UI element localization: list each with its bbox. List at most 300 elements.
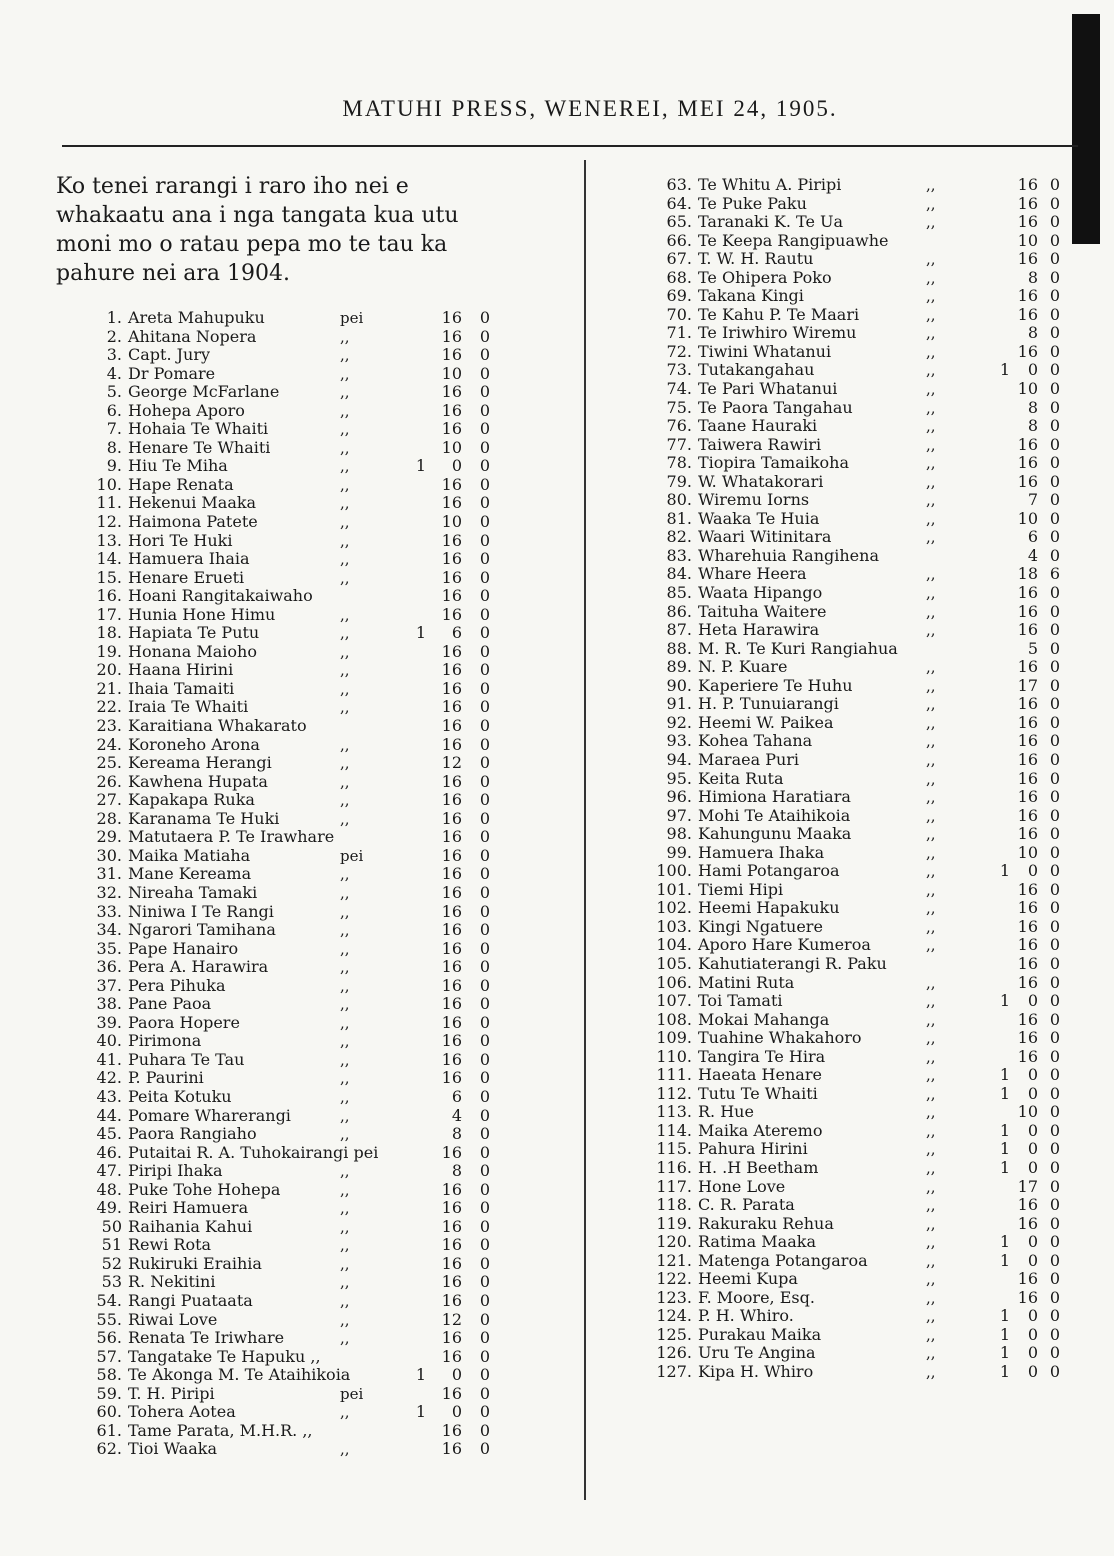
subscriber-name: Te Puke Paku (698, 193, 807, 213)
entry-number: 80. (666, 490, 692, 510)
amount-pence: 0 (1049, 731, 1060, 751)
amount-shillings: 18 (1017, 564, 1038, 584)
subscriber-name: Heta Harawira (698, 620, 820, 640)
subscriber-name: Pirimona (128, 1031, 202, 1051)
entry-number: 49. (96, 1198, 122, 1218)
amount-pence: 0 (1049, 1269, 1060, 1289)
list-item (78, 587, 498, 606)
list-item (648, 1178, 1068, 1197)
list-item (648, 1363, 1068, 1382)
ditto-mark: ,, (926, 1047, 936, 1066)
subscriber-name: Kingi Ngatuere (698, 916, 823, 936)
list-item (78, 1088, 498, 1107)
subscriber-name: Heemi Kupa (698, 1269, 798, 1289)
list-item (648, 1252, 1068, 1271)
entry-number: 42. (96, 1068, 122, 1088)
subscriber-name: C. R. Parata (698, 1195, 795, 1215)
subscriber-name: Karaitiana Whakarato (128, 716, 307, 736)
amount-pence: 0 (1049, 768, 1060, 788)
amount-pence: 0 (479, 1253, 490, 1273)
amount-pence: 0 (479, 456, 490, 476)
ditto-mark: ,, (926, 491, 936, 510)
amount-shillings: 16 (1017, 953, 1038, 973)
entry-number: 124. (656, 1306, 692, 1326)
ditto-mark: ,, (926, 1121, 936, 1140)
amount-shillings: 16 (441, 938, 462, 958)
entry-number: 96. (666, 787, 692, 807)
amount-pounds: 1 (999, 1139, 1010, 1159)
list-item (78, 717, 498, 736)
ditto-mark: ,, (926, 1177, 936, 1196)
entry-number: 63. (666, 175, 692, 194)
ditto-mark: ,, (340, 679, 350, 698)
entry-number: 10. (96, 474, 122, 494)
subscriber-name: Te Pari Whatanui (698, 379, 838, 399)
amount-shillings: 16 (1017, 694, 1038, 714)
entry-number: 73. (666, 360, 692, 380)
ditto-mark: ,, (926, 528, 936, 547)
list-item (78, 940, 498, 959)
list-item (78, 1255, 498, 1274)
amount-pence: 0 (479, 882, 490, 902)
amount-shillings: 6 (451, 623, 462, 643)
amount-shillings: 16 (1017, 749, 1038, 769)
subscriber-name: Renata Te Iriwhare (128, 1328, 285, 1348)
subscriber-name: Kohea Tahana (698, 731, 813, 751)
entry-number: 83. (666, 545, 692, 565)
ditto-mark: ,, (926, 1251, 936, 1270)
list-item (78, 1385, 498, 1404)
entry-number: 35. (96, 938, 122, 958)
entry-number: 102. (656, 898, 692, 918)
amount-shillings: 16 (441, 1439, 462, 1459)
subscriber-name: N. P. Kuare (698, 657, 788, 677)
amount-shillings: 16 (441, 827, 462, 847)
amount-shillings: 16 (441, 345, 462, 365)
entry-number: 106. (656, 972, 692, 992)
subscriber-name: Hapiata Te Putu (128, 623, 260, 643)
list-item (648, 343, 1068, 362)
amount-shillings: 16 (1017, 1213, 1038, 1233)
entry-number: 3. (106, 345, 122, 365)
amount-pence: 0 (479, 400, 490, 420)
amount-pence: 0 (1049, 1343, 1060, 1363)
subscriber-name: Himiona Haratiara (698, 787, 851, 807)
list-item (78, 698, 498, 717)
subscriber-name: T. H. Piripi (128, 1383, 215, 1403)
list-item (648, 955, 1068, 974)
subscriber-name: Puke Tohe Hohepa (128, 1179, 281, 1199)
amount-shillings: 16 (1017, 1269, 1038, 1289)
subscriber-name: Areta Mahupuku (128, 308, 265, 327)
list-item (78, 791, 498, 810)
ditto-mark: ,, (340, 809, 350, 828)
page-header: MATUHI PRESS, WENEREI, MEI 24, 1905. (342, 96, 838, 121)
subscriber-name: Rewi Rota (128, 1235, 212, 1255)
amount-pence: 0 (1049, 805, 1060, 825)
amount-pence: 0 (1049, 360, 1060, 380)
amount-pence: 0 (479, 1309, 490, 1329)
entry-number: 127. (656, 1362, 692, 1381)
amount-shillings: 0 (1027, 1083, 1038, 1103)
amount-pounds: 1 (999, 1120, 1010, 1140)
entry-number: 58. (96, 1365, 122, 1385)
amount-shillings: 16 (441, 400, 462, 420)
ditto-mark: ,, (926, 1307, 936, 1326)
amount-shillings: 17 (1017, 675, 1038, 695)
list-item (78, 1348, 498, 1367)
amount-shillings: 16 (441, 1049, 462, 1069)
amount-pence: 0 (479, 1198, 490, 1218)
list-item (78, 884, 498, 903)
list-item (648, 417, 1068, 436)
entry-number: 60. (96, 1402, 122, 1422)
amount-pounds: 1 (999, 1362, 1010, 1381)
amount-pence: 0 (479, 1124, 490, 1144)
subscriber-name: Ratima Maaka (698, 1232, 816, 1252)
list-item (648, 176, 1068, 195)
amount-pence: 0 (1049, 508, 1060, 528)
list-item (78, 476, 498, 495)
amount-pence: 0 (479, 975, 490, 995)
subscriber-name: Te Whitu A. Piripi (698, 175, 842, 194)
amount-shillings: 16 (441, 957, 462, 977)
entry-number: 40. (96, 1031, 122, 1051)
subscriber-name: Maraea Puri (698, 749, 800, 769)
ditto-mark: ,, (926, 1029, 936, 1048)
entry-number: 64. (666, 193, 692, 213)
amount-pounds: 1 (999, 1157, 1010, 1177)
amount-pence: 0 (1049, 212, 1060, 232)
subscriber-name: Tioi Waaka (128, 1439, 217, 1459)
amount-shillings: 16 (1017, 712, 1038, 732)
amount-shillings: 16 (1017, 249, 1038, 269)
entry-number: 72. (666, 341, 692, 361)
ditto-mark: ,, (340, 605, 350, 624)
amount-shillings: 10 (1017, 508, 1038, 528)
subscriber-name: Wiremu Iorns (698, 490, 810, 510)
header-rule (62, 145, 1078, 147)
ditto-mark: ,, (340, 1013, 350, 1032)
entry-number: 82. (666, 527, 692, 547)
entry-number: 97. (666, 805, 692, 825)
list-item (648, 1196, 1068, 1215)
list-item (648, 584, 1068, 603)
list-item (648, 1159, 1068, 1178)
entry-number: 33. (96, 901, 122, 921)
amount-pence: 0 (1049, 416, 1060, 436)
amount-shillings: 6 (451, 1086, 462, 1106)
list-item (78, 754, 498, 773)
ditto-mark: ,, (926, 1288, 936, 1307)
subscriber-name: Henare Erueti (128, 567, 245, 587)
entry-number: 100. (656, 861, 692, 881)
subscriber-name: Paora Hopere (128, 1012, 240, 1032)
amount-shillings: 0 (1027, 1343, 1038, 1363)
ditto-mark: ,, (340, 791, 350, 810)
amount-pence: 0 (479, 437, 490, 457)
entry-number: 43. (96, 1086, 122, 1106)
amount-shillings: 16 (441, 382, 462, 402)
amount-pence: 0 (1049, 341, 1060, 361)
amount-pounds: 1 (999, 360, 1010, 380)
ditto-mark: ,, (926, 472, 936, 491)
list-item (648, 1066, 1068, 1085)
list-item (78, 810, 498, 829)
entry-number: 120. (656, 1232, 692, 1252)
subscriber-name: H. P. Tunuiarangi (698, 694, 839, 714)
list-item (648, 528, 1068, 547)
amount-pence: 0 (479, 419, 490, 439)
entry-number: 110. (656, 1046, 692, 1066)
amount-shillings: 16 (1017, 768, 1038, 788)
amount-pence: 0 (479, 1142, 490, 1162)
subscriber-name: Karanama Te Huki (128, 808, 280, 828)
list-item (78, 1032, 498, 1051)
list-item (648, 881, 1068, 900)
list-item (78, 1273, 498, 1292)
amount-pence: 0 (1049, 397, 1060, 417)
entry-number: 50 (101, 1216, 122, 1236)
amount-pence: 0 (1049, 953, 1060, 973)
entry-number: 18. (96, 623, 122, 643)
list-item (648, 788, 1068, 807)
subscriber-name: Pahura Hirini (698, 1139, 808, 1159)
list-item (78, 1236, 498, 1255)
amount-shillings: 16 (441, 920, 462, 940)
ditto-mark: ,, (926, 342, 936, 361)
amount-pence: 0 (1049, 935, 1060, 955)
list-item (648, 1085, 1068, 1104)
amount-pence: 0 (1049, 1250, 1060, 1270)
amount-pence: 0 (1049, 916, 1060, 936)
entry-number: 105. (656, 953, 692, 973)
list-item (78, 1181, 498, 1200)
amount-pence: 0 (479, 1216, 490, 1236)
list-item (648, 306, 1068, 325)
amount-pence: 0 (479, 1402, 490, 1422)
subscriber-name: Haimona Patete (128, 512, 258, 532)
entry-number: 27. (96, 790, 122, 810)
ditto-mark: ,, (926, 1158, 936, 1177)
entry-number: 38. (96, 994, 122, 1014)
subscriber-name: Keita Ruta (698, 768, 784, 788)
entry-number: 126. (656, 1343, 692, 1363)
amount-pence: 0 (1049, 991, 1060, 1011)
entry-number: 36. (96, 957, 122, 977)
subscriber-name: Kapakapa Ruka (128, 790, 255, 810)
entry-number: 28. (96, 808, 122, 828)
subscriber-name: Wharehuia Rangihena (698, 545, 879, 565)
subscriber-name: Rangi Puataata (128, 1290, 253, 1310)
ditto-mark: ,, (340, 1180, 350, 1199)
entry-number: 24. (96, 734, 122, 754)
amount-shillings: 10 (1017, 230, 1038, 250)
subscriber-name: Mane Kereama (128, 864, 252, 884)
amount-shillings: 16 (441, 1216, 462, 1236)
list-item (648, 380, 1068, 399)
subscriber-name: Tame Parata, M.H.R. ,, (128, 1420, 313, 1440)
entry-number: 4. (106, 363, 122, 383)
entry-number: 119. (656, 1213, 692, 1233)
list-item (648, 640, 1068, 659)
ditto-mark: ,, (926, 843, 936, 862)
ditto-mark: ,, (340, 513, 350, 532)
list-item (78, 494, 498, 513)
amount-shillings: 16 (1017, 657, 1038, 677)
list-item (78, 1051, 498, 1070)
amount-shillings: 16 (441, 586, 462, 606)
subscriber-name: Nireaha Tamaki (128, 882, 258, 902)
subscriber-name: P. Paurini (128, 1068, 204, 1088)
ditto-mark: ,, (926, 973, 936, 992)
amount-shillings: 16 (1017, 805, 1038, 825)
amount-pence: 0 (1049, 1324, 1060, 1344)
list-item (648, 658, 1068, 677)
subscriber-name: T. W. H. Rautu (698, 249, 814, 269)
amount-shillings: 16 (1017, 583, 1038, 603)
entry-number: 54. (96, 1290, 122, 1310)
intro-line: Ko tenei rarangi i raro iho nei e (56, 174, 409, 199)
ditto-mark: ,, (340, 383, 350, 402)
ditto-mark: pei (340, 846, 364, 865)
subscriber-name: Matini Ruta (698, 972, 795, 992)
amount-pounds: 1 (999, 1324, 1010, 1344)
list-item (648, 287, 1068, 306)
ditto-mark: ,, (926, 862, 936, 881)
subscriber-name: Matenga Potangaroa (698, 1250, 868, 1270)
amount-pence: 0 (1049, 1102, 1060, 1122)
ditto-mark: ,, (340, 772, 350, 791)
amount-pence: 0 (479, 1235, 490, 1255)
subscriber-name: Peita Kotuku (128, 1086, 232, 1106)
ditto-mark: ,, (340, 939, 350, 958)
amount-pence: 0 (1049, 1306, 1060, 1326)
ditto-mark: ,, (340, 624, 350, 643)
entry-number: 101. (656, 879, 692, 899)
subscriber-name: W. Whatakorari (698, 471, 824, 491)
amount-pence: 0 (1049, 583, 1060, 603)
subscriber-name: Ahitana Nopera (128, 326, 257, 346)
amount-pounds: 1 (999, 1083, 1010, 1103)
amount-shillings: 10 (441, 363, 462, 383)
entry-number: 12. (96, 512, 122, 532)
amount-pence: 0 (1049, 1195, 1060, 1215)
amount-pence: 0 (1049, 1009, 1060, 1029)
list-item (78, 1292, 498, 1311)
entry-number: 14. (96, 549, 122, 569)
entry-number: 121. (656, 1250, 692, 1270)
list-item (78, 457, 498, 476)
ditto-mark: ,, (926, 454, 936, 473)
entry-number: 93. (666, 731, 692, 751)
amount-pence: 0 (479, 864, 490, 884)
entry-number: 109. (656, 1028, 692, 1048)
amount-pence: 0 (479, 363, 490, 383)
list-item (648, 491, 1068, 510)
amount-shillings: 16 (441, 882, 462, 902)
ditto-mark: ,, (926, 788, 936, 807)
entry-number: 90. (666, 675, 692, 695)
list-item (648, 899, 1068, 918)
entry-number: 74. (666, 379, 692, 399)
amount-pence: 0 (1049, 972, 1060, 992)
amount-pence: 0 (479, 1012, 490, 1032)
subscriber-name: R. Nekitini (128, 1272, 216, 1292)
amount-shillings: 16 (441, 1290, 462, 1310)
amount-pence: 0 (1049, 527, 1060, 547)
amount-shillings: 0 (451, 1365, 462, 1385)
list-item (78, 1125, 498, 1144)
amount-pounds: 1 (415, 1365, 426, 1385)
list-item (78, 309, 498, 328)
list-item (648, 324, 1068, 343)
amount-pence: 0 (479, 512, 490, 532)
amount-shillings: 16 (1017, 879, 1038, 899)
ditto-mark: ,, (340, 1087, 350, 1106)
amount-shillings: 16 (441, 660, 462, 680)
subscriber-name: Pape Hanairo (128, 938, 239, 958)
subscriber-name: Aporo Hare Kumeroa (698, 935, 871, 955)
amount-shillings: 16 (441, 419, 462, 439)
amount-pence: 0 (479, 678, 490, 698)
ditto-mark: ,, (926, 1066, 936, 1085)
ditto-mark: ,, (340, 1236, 350, 1255)
ditto-mark: ,, (926, 1233, 936, 1252)
subscriber-name: Te Keepa Rangipuawhe (698, 230, 889, 250)
entry-number: 7. (106, 419, 122, 439)
subscriber-name: H. .H Beetham (698, 1157, 819, 1177)
entry-number: 34. (96, 920, 122, 940)
ditto-mark: ,, (340, 1310, 350, 1329)
amount-pence: 0 (1049, 286, 1060, 306)
amount-pence: 0 (1049, 175, 1060, 194)
entry-number: 61. (96, 1420, 122, 1440)
entry-number: 2. (106, 326, 122, 346)
entry-number: 30. (96, 845, 122, 865)
list-item (78, 1403, 498, 1422)
amount-shillings: 16 (441, 1068, 462, 1088)
amount-shillings: 16 (1017, 731, 1038, 751)
ditto-mark: ,, (340, 958, 350, 977)
amount-shillings: 16 (441, 1383, 462, 1403)
entry-number: 59. (96, 1383, 122, 1403)
amount-shillings: 16 (441, 975, 462, 995)
entry-number: 1. (106, 308, 122, 327)
amount-pence: 0 (479, 530, 490, 550)
amount-pence: 6 (1049, 564, 1060, 584)
ditto-mark: ,, (926, 602, 936, 621)
list-item (648, 621, 1068, 640)
amount-shillings: 16 (1017, 916, 1038, 936)
subscriber-name: Te Paora Tangahau (698, 397, 853, 417)
amount-pence: 0 (1049, 620, 1060, 640)
intro-line: pahure nei ara 1904. (56, 261, 291, 286)
entry-number: 48. (96, 1179, 122, 1199)
amount-pence: 0 (479, 753, 490, 773)
ditto-mark: ,, (340, 1403, 350, 1422)
amount-pounds: 1 (415, 456, 426, 476)
entry-number: 87. (666, 620, 692, 640)
entry-number: 46. (96, 1142, 122, 1162)
entry-number: 98. (666, 824, 692, 844)
amount-pence: 0 (1049, 304, 1060, 324)
amount-shillings: 16 (441, 308, 462, 327)
list-item (78, 420, 498, 439)
amount-shillings: 0 (1027, 1065, 1038, 1085)
amount-shillings: 8 (451, 1161, 462, 1181)
amount-shillings: 16 (441, 1179, 462, 1199)
